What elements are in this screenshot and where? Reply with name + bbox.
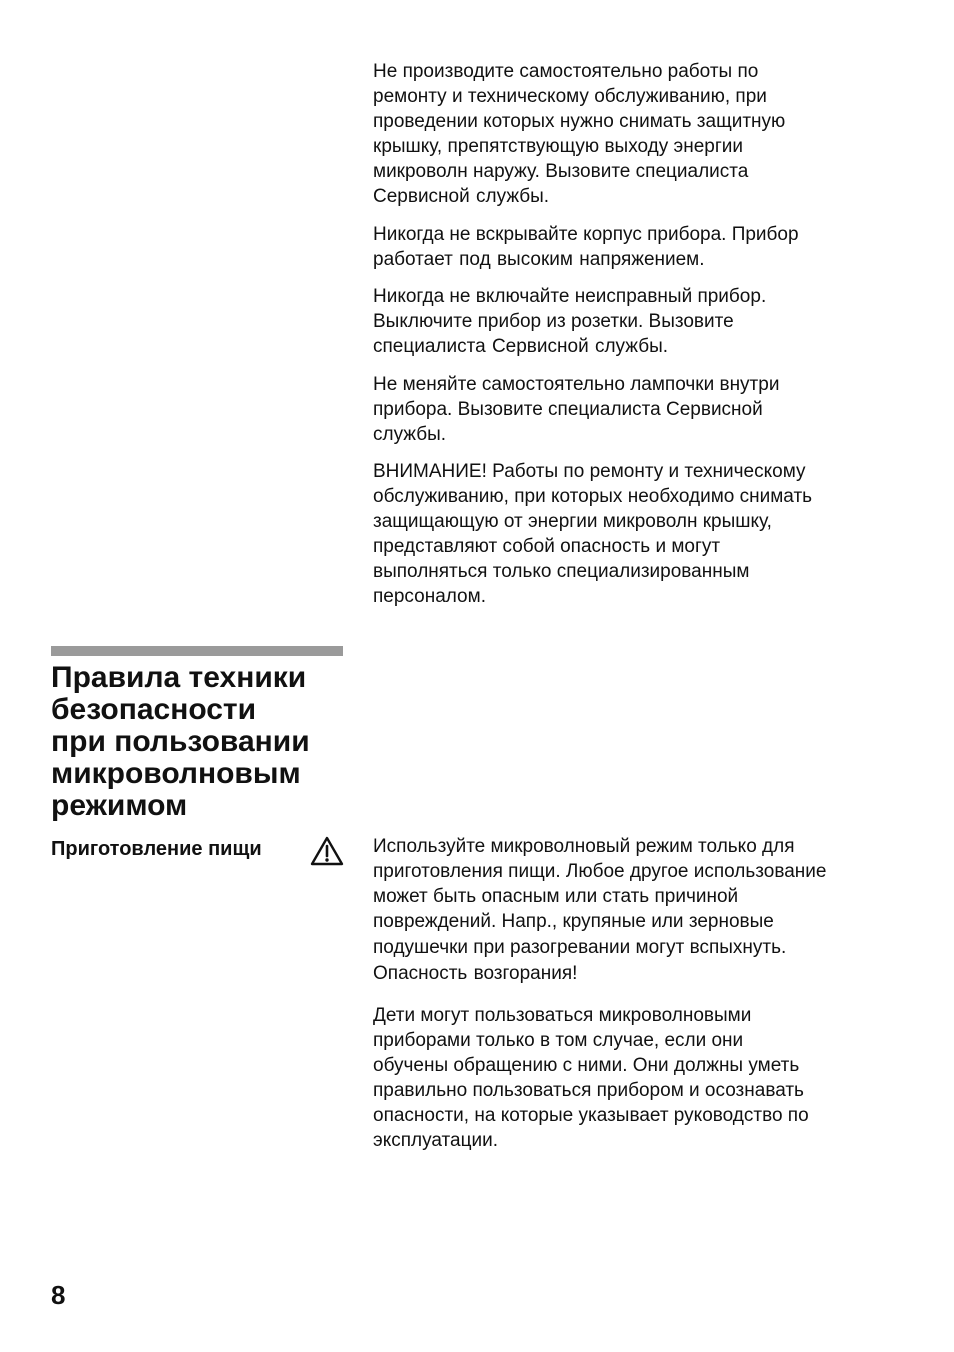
text-line: персоналом. [373,586,486,607]
subheading-food-preparation: Приготовление пищи [51,838,262,860]
text-line: специалиста Сервисной службы. [373,336,669,357]
section-divider-bar [51,646,343,656]
text-line: Опасность возгорания! [373,963,578,984]
heading-line: безопасности [51,693,257,726]
text-line: Не производите самостоятельно работы по [373,61,759,82]
text-line: представляют собой опасность и могут [373,536,721,557]
paragraph-food-only [373,834,898,986]
text-line: Используйте микроволновый режим только для [373,836,795,857]
text-line: крышку, препятствующую выходу энергии [373,136,743,157]
paragraph-housing-warning [373,222,898,272]
heading-line: Правила техники [51,661,307,694]
text-line: приборами только в том случае, если они [373,1030,744,1051]
text-line: повреждений. Напр., крупяные или зерновые [373,911,774,932]
text-line: ВНИМАНИЕ! Работы по ремонту и техническому [373,461,806,482]
paragraph-defective-warning [373,284,898,359]
heading-line: режимом [51,789,188,822]
page-number: 8 [51,1280,66,1310]
section-heading [51,662,351,822]
paragraph-attention [373,459,898,609]
text-line: опасности, на которые указывает руководство по [373,1105,809,1126]
text-line: подушечки при разогревании могут вспыхнуть. [373,937,787,958]
text-line: обслуживанию, при которых необходимо снимать [373,486,813,507]
text-line: работает под высоким напряжением. [373,249,705,270]
heading-line: микроволновым [51,757,301,790]
text-line: Выключите прибор из розетки. Вызовите [373,311,734,332]
paragraph-lamp-warning [373,372,898,447]
text-line: Не меняйте самостоятельно лампочки внутри [373,374,780,395]
text-line: защищающую от энергии микроволн крышку, [373,511,772,532]
text-line: проведении которых нужно снимать защитную [373,111,786,132]
text-line: эксплуатации. [373,1130,498,1151]
text-line: Дети могут пользоваться микроволновыми [373,1005,752,1026]
text-line: Никогда не включайте неисправный прибор. [373,286,767,307]
text-line: может быть опасным или стать причиной [373,886,739,907]
text-line: прибора. Вызовите специалиста Сервисной [373,399,763,420]
text-line: службы. [373,424,447,445]
text-line: правильно пользоваться прибором и осознавать [373,1080,804,1101]
text-line: выполняться только специализированным [373,561,750,582]
text-line: микроволн наружу. Вызовите специалиста [373,161,749,182]
text-line: обучены обращению с ними. Они должны уметь [373,1055,800,1076]
text-line: Никогда не вскрывайте корпус прибора. Прибор [373,224,799,245]
text-line: Сервисной службы. [373,186,550,207]
paragraph-children [373,1003,898,1153]
text-line: приготовления пищи. Любое другое использование [373,861,827,882]
warning-triangle-icon [310,836,344,866]
text-line: ремонту и техническому обслуживанию, при [373,86,767,107]
heading-line: при пользовании [51,725,310,758]
paragraph-repair-warning [373,59,898,209]
